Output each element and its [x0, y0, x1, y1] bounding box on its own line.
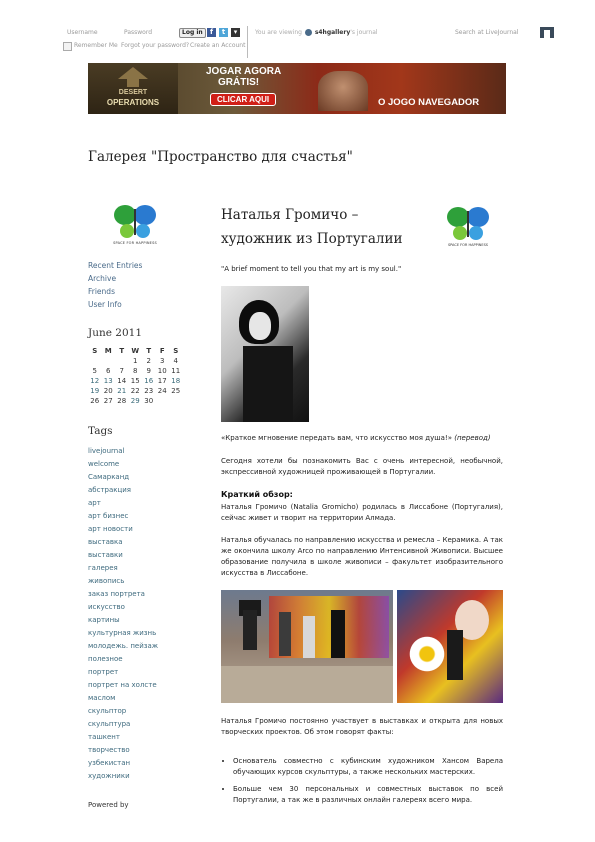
post-logo [444, 205, 492, 251]
tag-link[interactable]: скульптор [88, 707, 127, 715]
calendar-day: 11 [171, 367, 181, 375]
tag-link[interactable]: ташкент [88, 733, 120, 741]
calendar-day[interactable]: 12 [90, 377, 100, 385]
gallery-photo-painting-session [221, 590, 393, 703]
quote-russian [221, 433, 503, 444]
calendar-day: 6 [106, 367, 111, 375]
topbar-divider [247, 26, 248, 58]
tag-link[interactable]: заказ портрета [88, 590, 145, 598]
tag-link[interactable]: картины [88, 616, 120, 624]
calendar-day: 14 [117, 377, 127, 385]
gallery-photo-mural-closeup [397, 590, 503, 703]
facts-list-container [221, 756, 503, 812]
artist-portrait-photo [221, 286, 309, 422]
search-input[interactable]: Search at LiveJournal [455, 29, 519, 36]
post-title[interactable]: Наталья Громичо – художник из Португалии [221, 207, 403, 247]
eagle-emblem-icon [118, 67, 148, 87]
calendar-day[interactable]: 29 [130, 397, 140, 405]
tag-link[interactable]: арт [88, 499, 101, 507]
user-icon [305, 29, 312, 36]
banner-logo-line1: DESERT [118, 89, 148, 96]
tag-link[interactable]: художники [88, 772, 130, 780]
tag-link[interactable]: культурная жизнь [88, 629, 157, 637]
education-paragraph: Наталья обучалась по направлению искусства и ремесла – Керамика. А так же окончила школу Arco по направлению Интенсивной Живописи. Высшее образование получила в школе живописи – факультет изобразительного искусства в Лиссабоне. [221, 536, 503, 577]
painter-figure [447, 630, 463, 680]
login-button[interactable]: Log in [179, 28, 206, 38]
calendar-week [88, 366, 183, 376]
calendar-week [88, 356, 183, 366]
dropdown-icon[interactable]: ▾ [231, 28, 240, 37]
overview-heading: Краткий обзор: [221, 490, 293, 499]
lj-logo-icon[interactable] [540, 27, 554, 38]
banner-soldier-figure [318, 71, 368, 111]
intro-paragraph: Сегодня хотели бы познакомить Вас с очень интересной, необычной, экспрессивной художницей проживающей в Португалии. [221, 457, 503, 476]
quote-russian-note: (перевод) [454, 434, 491, 442]
calendar-day: 30 [144, 397, 154, 405]
calendar-day: 26 [90, 397, 100, 405]
calendar-day[interactable]: 21 [117, 387, 127, 395]
calendar-day: 4 [173, 357, 178, 365]
calendar-day: 24 [157, 387, 167, 395]
calendar-weekday: S [173, 347, 179, 355]
tag-link[interactable]: полезное [88, 655, 123, 663]
banner-tagline: O JOGO NAVEGADOR [378, 97, 480, 108]
banner-cta-button[interactable]: CLICAR AQUI [210, 93, 276, 106]
sidebar-logo-caption: SPACE FOR HAPPINESS [113, 241, 157, 245]
sidebar-logo [111, 203, 159, 249]
calendar-weekday: M [104, 347, 112, 355]
remember-me-label: Remember Me [74, 42, 118, 49]
viewing-user-link[interactable]: s4hgallery [314, 29, 351, 36]
portrait-face [249, 312, 271, 340]
banner-headline-1: JOGAR AGORA [206, 66, 282, 77]
twitter-icon[interactable]: t [219, 28, 228, 37]
tag-link[interactable]: творчество [88, 746, 130, 754]
calendar-week [88, 376, 183, 386]
banner-headline-2: GRÁTIS! [218, 77, 260, 88]
calendar-day: 15 [130, 377, 140, 385]
nav-archive[interactable]: Archive [88, 274, 117, 283]
calendar-day: 5 [92, 367, 97, 375]
butterfly-icon [444, 205, 492, 243]
artist-figure [331, 610, 345, 658]
calendar-weekday: T [146, 347, 152, 355]
calendar-weekday: S [92, 347, 98, 355]
viewing-suffix: 's journal [350, 29, 378, 36]
facts-list [221, 756, 503, 806]
calendar-week [88, 386, 183, 396]
banner-logo [88, 63, 178, 114]
cameraman-figure [243, 610, 257, 650]
calendar-title: June 2011 [88, 327, 143, 339]
person-figure-1 [279, 612, 291, 656]
calendar-day: 3 [160, 357, 165, 365]
calendar-day: 9 [146, 367, 151, 375]
nav-recent-entries[interactable]: Recent Entries [88, 261, 143, 270]
tag-link[interactable]: абстракция [88, 486, 132, 494]
tag-link[interactable]: молодежь. пейзаж [88, 642, 159, 650]
painted-flower [407, 634, 447, 674]
tag-link[interactable]: портрет [88, 668, 119, 676]
fact-item-2: • Больше чем 30 персональных и совместных выставок по всей Португалии, а так же в различных онлайн галереях всего мира. [233, 784, 503, 806]
calendar-day: 8 [133, 367, 138, 375]
password-label: Password [124, 29, 153, 36]
banner-logo-line2: OPERATIONS [106, 98, 160, 107]
site-title[interactable]: Галерея "Пространство для счастья" [88, 149, 353, 165]
calendar-day: 17 [157, 377, 167, 385]
floor-area [221, 666, 393, 703]
butterfly-icon [111, 203, 159, 241]
ad-banner[interactable] [88, 63, 506, 114]
calendar-day: 22 [130, 387, 140, 395]
tag-link[interactable]: галерея [88, 564, 118, 572]
calendar-weekday: W [131, 347, 140, 355]
tag-link[interactable]: узбекистан [88, 759, 131, 767]
forgot-password-link[interactable]: Forgot your password? [121, 42, 190, 49]
calendar-day: 28 [117, 397, 127, 405]
viewing-info [255, 29, 378, 36]
calendar-day[interactable]: 16 [144, 377, 154, 385]
calendar-day: 2 [146, 357, 151, 365]
tag-link[interactable]: Самарканд [88, 473, 130, 481]
calendar-day: 23 [144, 387, 154, 395]
quote-english: "A brief moment to tell you that my art is my soul." [221, 265, 402, 273]
create-account-link[interactable]: Create an Account [190, 42, 246, 49]
calendar-table [88, 346, 183, 406]
nav-friends[interactable]: Friends [88, 287, 115, 296]
calendar-day[interactable]: 18 [171, 377, 181, 385]
tag-link[interactable]: выставки [88, 551, 123, 559]
tag-link[interactable]: живопись [88, 577, 125, 585]
quote-russian-text: «Краткое мгновение передать вам, что искусство моя душа!» [221, 434, 453, 442]
calendar-day [88, 356, 102, 366]
tags-title: Tags [88, 425, 113, 437]
viewing-prefix: You are viewing [255, 29, 302, 36]
calendar-day: 20 [103, 387, 113, 395]
calendar-weekday: F [159, 347, 165, 355]
tag-link[interactable]: скульптура [88, 720, 131, 728]
calendar-week [88, 396, 183, 406]
calendar-day[interactable]: 13 [103, 377, 113, 385]
calendar-day: 10 [157, 367, 167, 375]
tag-link[interactable]: livejournal [88, 447, 125, 455]
exhibitions-paragraph: Наталья Громичо постоянно участвует в выставках и открыта для новых творческих проектов. Об этом говорят факты: [221, 717, 503, 736]
tag-link[interactable]: welcome [88, 460, 120, 468]
username-label: Username [67, 29, 98, 36]
remember-me-checkbox[interactable] [63, 42, 72, 51]
calendar-day: 27 [103, 397, 113, 405]
tag-link[interactable]: выставка [88, 538, 123, 546]
powered-by: Powered by [88, 801, 129, 809]
calendar-weekday: T [119, 347, 125, 355]
tags-list [88, 445, 166, 783]
facebook-icon[interactable]: f [207, 28, 216, 37]
calendar-day [102, 356, 116, 366]
tag-link[interactable]: искусство [88, 603, 125, 611]
calendar-day [156, 396, 170, 406]
nav-user-info[interactable]: User Info [88, 300, 122, 309]
tag-link[interactable]: портрет на холсте маслом [88, 681, 157, 702]
calendar-day: 7 [119, 367, 124, 375]
portrait-body [243, 346, 293, 422]
overview-paragraph: Наталья Громичо (Natalia Gromicho) родилась в Лиссабоне (Португалия), сейчас живет и творит на территории Алмада. [221, 503, 503, 522]
tag-link[interactable]: арт бизнес [88, 512, 129, 520]
calendar-day: 1 [133, 357, 138, 365]
post-logo-caption: SPACE FOR HAPPINESS [447, 243, 489, 247]
tag-link[interactable]: арт новости [88, 525, 133, 533]
calendar-day [169, 396, 183, 406]
fact-item-1: • Основатель совместно с кубинским художником Хансом Варела обучающих курсов скульптуры, а также нескольких мастерских. [233, 756, 503, 778]
calendar-day [115, 356, 129, 366]
person-figure-2 [303, 616, 315, 658]
calendar-day: 25 [171, 387, 181, 395]
sidebar-nav [88, 259, 142, 311]
calendar-day[interactable]: 19 [90, 387, 100, 395]
